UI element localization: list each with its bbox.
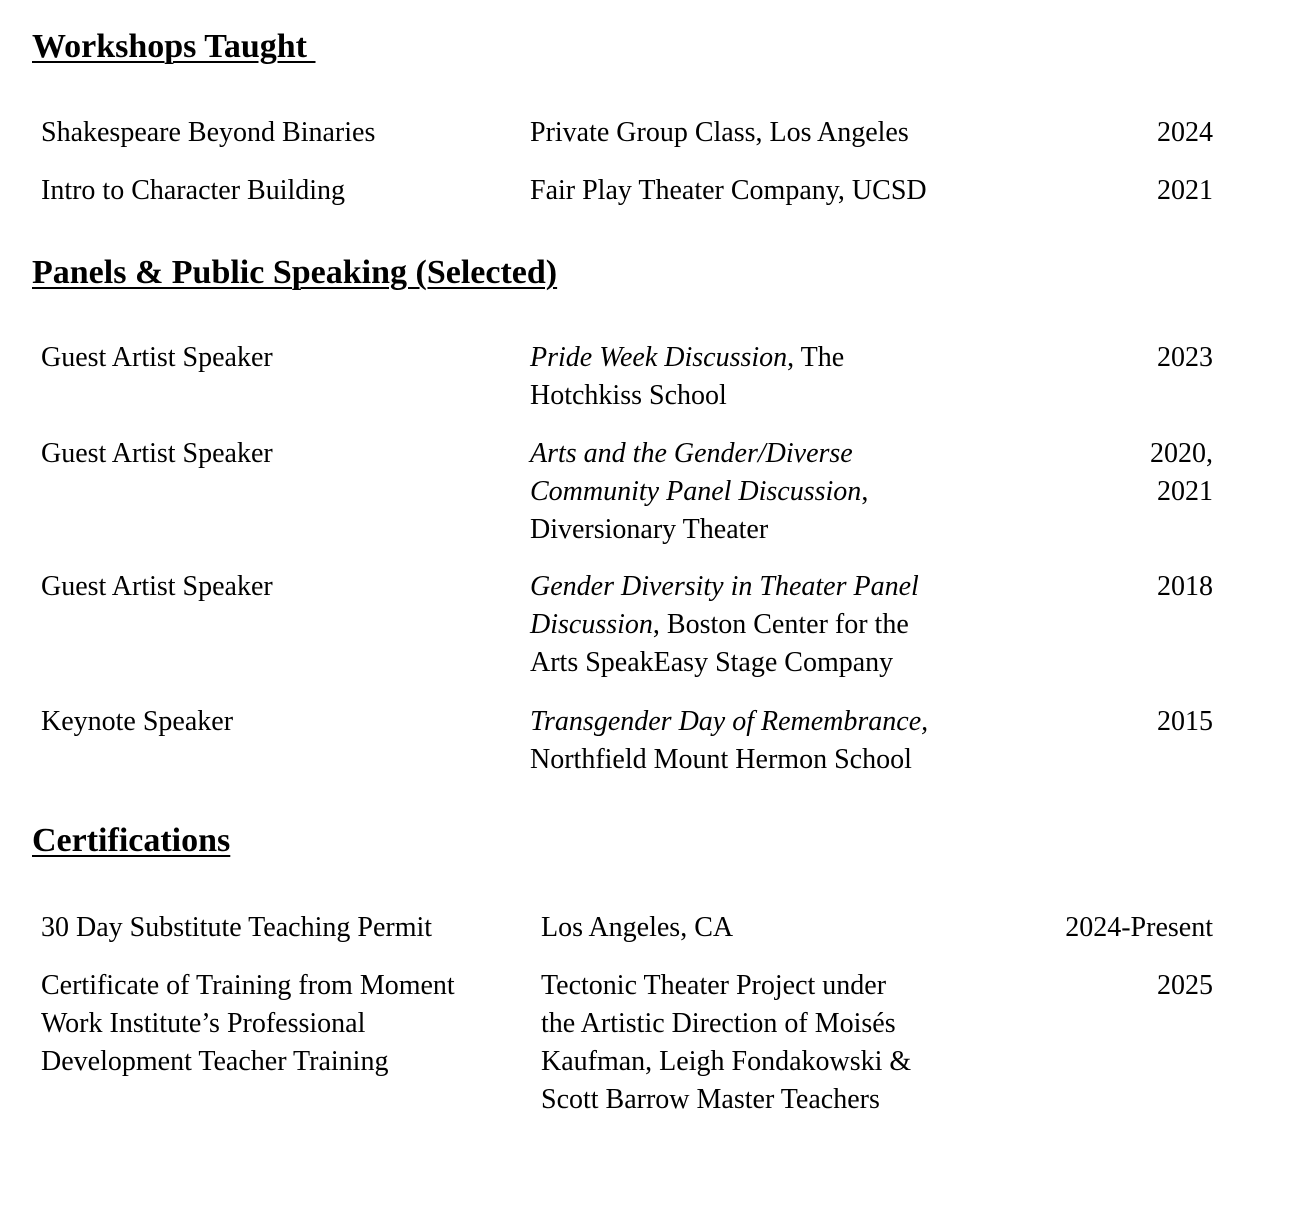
- panel-role: Guest Artist Speaker: [41, 342, 273, 373]
- panel-event: [530, 435, 990, 549]
- panel-event: [530, 703, 990, 779]
- panel-event-title: Discussion: [530, 609, 653, 640]
- panel-year: 2018: [1157, 571, 1213, 602]
- panel-venue-suffix: , The: [787, 342, 845, 373]
- workshop-year: 2024: [1157, 117, 1213, 148]
- certification-issuer-line: the Artistic Direction of Moisés: [541, 1008, 896, 1039]
- panel-venue: Arts SpeakEasy Stage Company: [530, 647, 894, 678]
- workshop-title: Shakespeare Beyond Binaries: [41, 117, 376, 148]
- panel-event-title: Community Panel Discussion: [530, 476, 862, 507]
- panel-event-title: Transgender Day of Remembrance,: [530, 706, 929, 737]
- certification-title: [41, 967, 511, 1081]
- certification-issuer: [541, 967, 961, 1119]
- certification-year: 2024-Present: [1065, 912, 1213, 943]
- certifications-heading: Certifications: [32, 822, 231, 859]
- panel-event-title: Pride Week Discussion: [530, 342, 788, 373]
- certification-title-line: Certificate of Training from Moment: [41, 970, 455, 1001]
- panels-heading: Panels & Public Speaking (Selected): [32, 254, 558, 291]
- panel-year: 2015: [1157, 706, 1213, 737]
- panel-year-line: 2020,: [1150, 438, 1213, 469]
- certification-issuer-line: Kaufman, Leigh Fondakowski &: [541, 1046, 912, 1077]
- panel-year: [1123, 435, 1213, 511]
- panel-role: Keynote Speaker: [41, 706, 234, 737]
- panel-year-line: 2021: [1157, 476, 1213, 507]
- panel-role: Guest Artist Speaker: [41, 438, 273, 469]
- certification-issuer: Los Angeles, CA: [541, 912, 734, 943]
- panel-role: Guest Artist Speaker: [41, 571, 273, 602]
- panel-venue: Diversionary Theater: [530, 514, 769, 545]
- workshop-venue: Fair Play Theater Company, UCSD: [530, 175, 927, 206]
- panel-venue-suffix: , Boston Center for the: [652, 609, 909, 640]
- workshop-year: 2021: [1157, 175, 1213, 206]
- certification-year: 2025: [1157, 970, 1213, 1001]
- certification-title-line: Work Institute’s Professional: [41, 1008, 366, 1039]
- certification-issuer-line: Tectonic Theater Project under: [541, 970, 887, 1001]
- workshop-venue: Private Group Class, Los Angeles: [530, 117, 909, 148]
- panel-year: 2023: [1157, 342, 1213, 373]
- panel-event-title: Arts and the Gender/Diverse: [530, 438, 853, 469]
- panel-event: [530, 568, 990, 682]
- workshops-heading: Workshops Taught: [32, 28, 316, 65]
- panel-venue: Northfield Mount Hermon School: [530, 744, 912, 775]
- panel-event-title: Gender Diversity in Theater Panel: [530, 571, 919, 602]
- workshop-title: Intro to Character Building: [41, 175, 346, 206]
- certification-title-line: Development Teacher Training: [41, 1046, 389, 1077]
- panel-venue-suffix: ,: [861, 476, 869, 507]
- panel-venue: Hotchkiss School: [530, 380, 727, 411]
- panel-event: [530, 339, 990, 415]
- certification-issuer-line: Scott Barrow Master Teachers: [541, 1084, 880, 1115]
- certification-title: 30 Day Substitute Teaching Permit: [41, 912, 433, 943]
